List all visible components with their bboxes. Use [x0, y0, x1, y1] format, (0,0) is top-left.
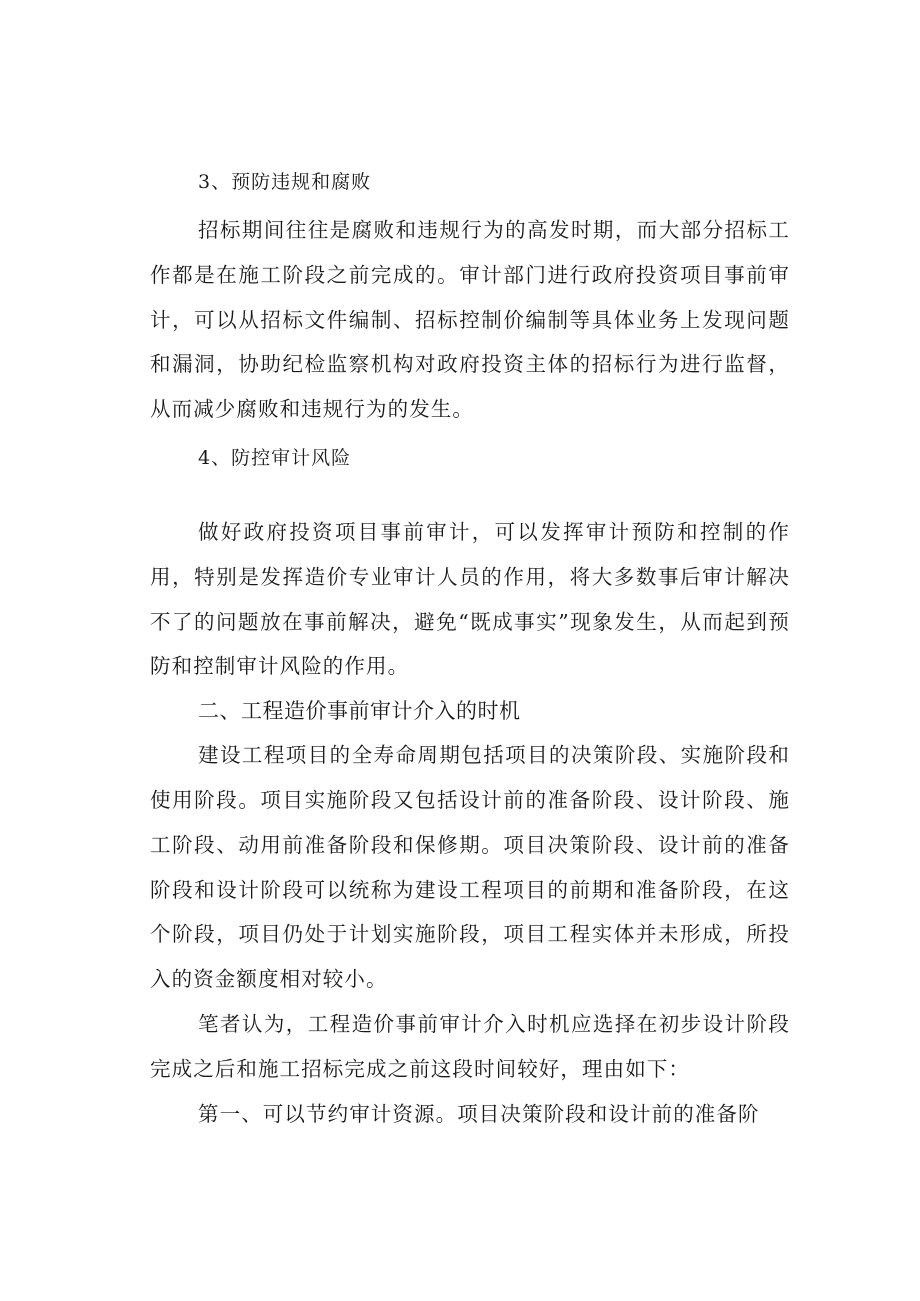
section-3-paragraph: 招标期间往往是腐败和违规行为的高发时期，而大部分招标工作都是在施工阶段之前完成的。审计部门进行政府投资项目事前审计，可以从招标文件编制、招标控制价编制等具体业务上发现问题和漏洞，协助纪检监察机构对政府投资主体的招标行为进行监督，从而减少腐败和违规行为的发生。 [150, 218, 790, 422]
section-heading-3: 3、预防违规和腐败 [198, 171, 372, 193]
spacer [150, 200, 790, 208]
part-2-paragraph-1: 建设工程项目的全寿命周期包括项目的决策阶段、实施阶段和使用阶段。项目实施阶段又包括设计前的准备阶段、设计阶段、施工阶段、动用前准备阶段和保修期。项目决策阶段、设计前的准备阶段和设计阶段可以统称为建设工程项目的前期和准备阶段，在这个阶段，项目仍处于计划实施阶段，项目工程实体并未形成，所投入的资金额度相对较小。 [150, 743, 790, 992]
part-2-paragraph-2: 笔者认为，工程造价事前审计介入时机应选择在初步设计阶段完成之后和施工招标完成之前这段时间较好，理由如下： [150, 1011, 790, 1081]
section-4-paragraph: 做好政府投资项目事前审计，可以发挥审计预防和控制的作用，特别是发挥造价专业审计人员的作用，将大多数事后审计解决不了的问题放在事前解决，避免“既成事实”现象发生，从而起到预防和控制审计风险的作用。 [150, 519, 790, 679]
part-2-heading: 二、工程造价事前审计介入的时机 [198, 699, 521, 724]
document-body [150, 164, 790, 1136]
part-2-paragraph-3: 第一、可以节约审计资源。项目决策阶段和设计前的准备阶 [198, 1101, 760, 1126]
spacer [150, 476, 790, 510]
spacer [150, 432, 790, 440]
section-heading-4: 4、防控审计风险 [198, 446, 352, 469]
